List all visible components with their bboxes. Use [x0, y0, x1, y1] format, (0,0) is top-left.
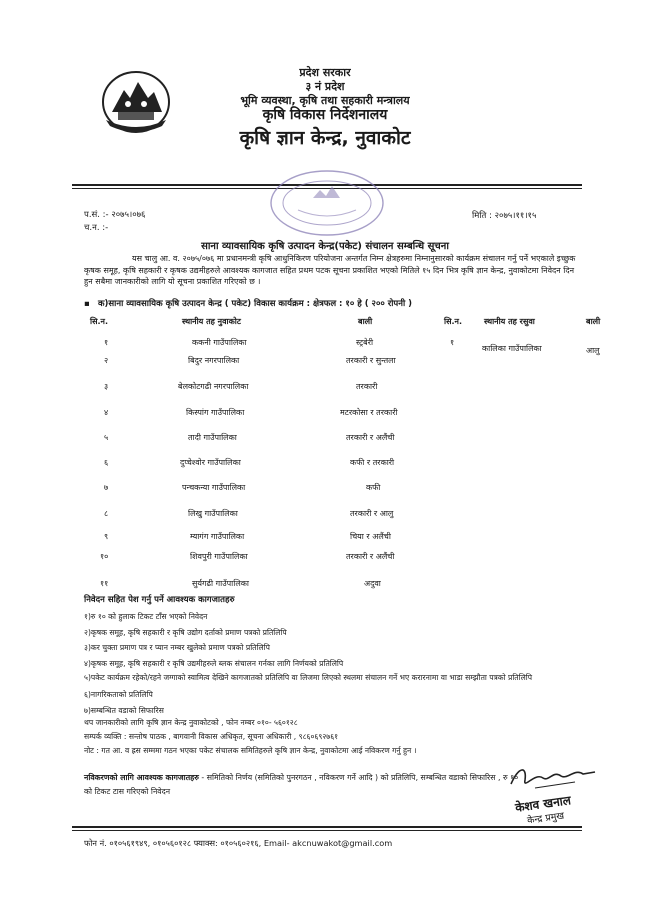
footer-rule-thin: [72, 830, 582, 831]
footer-rule: [72, 826, 582, 828]
row-local-level: दुप्चेश्वोर गाउँपालिका: [180, 458, 241, 467]
office-seal-stamp: [268, 168, 386, 238]
contact-phone-line: थप जानकारीको लागि कृषि ज्ञान केन्द्र नुवाकोटको , फोन नम्बर ०१०- ५६०१२८: [84, 718, 298, 727]
dispatch-number: च.न. :-: [84, 223, 109, 233]
left-header-local-level: स्थानीय तह नुवाकोट: [182, 317, 241, 326]
program-heading: [84, 298, 412, 309]
list-item: २)कृषक समूह, कृषि सहकारी र कृषि उद्योग दर्ताको प्रमाण पत्रको प्रतिलिपि: [84, 627, 287, 637]
row-crop: तरकारी र अलैंची: [346, 552, 395, 561]
row-sn: ५: [104, 433, 109, 442]
notice-date: मिति : २०७५।११।१५: [472, 211, 537, 221]
ministry-name: भूमि व्यवस्था, कृषि तथा सहकारी मन्त्रालय: [240, 93, 410, 107]
row-crop: कफी र तरकारी: [350, 458, 395, 467]
row-crop: कफी: [366, 483, 381, 492]
row-crop: मटरकोसा र तरकारी: [340, 408, 398, 417]
documents-list: [84, 609, 584, 718]
right-header-local-level: स्थानीय तह रसुवा: [484, 317, 535, 326]
right-header-sn: सि.न.: [444, 317, 462, 326]
row-local-level: बिदुर नगरपालिका: [188, 356, 240, 365]
left-header-crop: बाली: [358, 317, 373, 326]
row-sn: ३: [104, 382, 109, 391]
directorate-name: कृषि विकास निर्देशनालय: [262, 107, 388, 124]
row-local-level: ककनी गाउँपालिका: [192, 338, 247, 347]
row-sn: १: [450, 338, 455, 347]
list-item: ४)कृषक समूह, कृषि सहकारी र कृषि उद्यमीहरुले ब्लक संचालन गर्नका लागि निर्णयको प्रतिलिपि: [84, 658, 344, 668]
renewal-text: - समितिको निर्णय (समितिको पुनरगठन , नविकरण गर्ने आदि ) को प्रतिलिपि, सम्बन्धित वडाको सिफारिस , रु १० को टिकट टास गरिएको निवेदन: [84, 773, 519, 796]
office-name: कृषि ज्ञान केन्द्र, नुवाकोट: [239, 126, 411, 149]
row-crop: आलु: [586, 346, 600, 355]
row-local-level: किस्पांग गाउँपालिका: [186, 408, 245, 417]
contact-info: [84, 716, 584, 758]
reference-number: प.सं. :- २०७५।०७६: [84, 210, 146, 220]
row-sn: ४: [104, 408, 109, 417]
program-heading-text: क)साना व्यावसायिक कृषि उत्पादन केन्द्र ( पकेट) विकास कार्यक्रम : क्षेत्रफल : १० हे ( २०० रोपनी ): [98, 299, 413, 309]
signatory-name: केशव खनाल: [514, 793, 572, 815]
right-header-crop: बाली: [586, 317, 601, 326]
row-local-level: लिखु गाउँपालिका: [188, 509, 238, 518]
row-local-level: तादी गाउँपालिका: [188, 433, 237, 442]
row-sn: ८: [104, 509, 109, 518]
row-sn: ७: [104, 483, 109, 492]
handwritten-signature: [505, 760, 600, 794]
row-sn: ९: [104, 532, 109, 541]
list-item: ३)कर चुक्ता प्रमाण पत्र र प्यान नम्बर खुलेको प्रमाण पत्रको प्रतिलिपि: [84, 643, 270, 652]
row-crop: स्ट्रबेरी: [356, 338, 374, 347]
row-crop: तरकारी र सुन्तला: [346, 356, 396, 365]
renewal-section: [84, 771, 524, 799]
row-crop: तरकारी: [356, 382, 378, 391]
signatory-title: केन्द्र प्रमुख: [526, 810, 565, 827]
row-sn: १०: [100, 552, 109, 561]
row-crop: अदुवा: [364, 579, 381, 588]
contact-person-line: सम्पर्क व्यक्ति : सन्तोष पाठक , बागवानी विकास अधिकृत, सूचना अधिकारी , ९८६०६९२७६१: [84, 732, 339, 741]
row-local-level: म्यागंग गाउँपालिका: [190, 532, 245, 541]
list-item: ७)सम्बन्धित वडाको सिफारिस: [84, 705, 164, 715]
row-sn: ६: [104, 458, 109, 467]
row-sn: १: [104, 338, 109, 347]
nepal-emblem-logo: [100, 68, 172, 136]
letterhead: [180, 66, 470, 151]
row-crop: तरकारी र आलु: [350, 509, 394, 518]
left-header-sn: सि.न.: [90, 317, 108, 326]
list-item: ५)पकेट कार्यक्रम रहेको/रहने जग्गाको स्वामित्व देखिने कागजातको प्रतिलिपि वा लिजमा लिएको स्थलमा संचालन गर्ने भए करारनामा वा भाडा सम्झौता पत्रको प्रतिलिपि: [84, 673, 533, 682]
row-sn: २: [104, 356, 109, 365]
row-crop: तरकारी र अलैंची: [346, 433, 395, 442]
row-local-level: कालिका गाउँपालिका: [482, 344, 542, 353]
renewal-note: नोट : गत आ. व ह्रस सम्ममा गठन भएका पकेट संचालक समितिहरुले कृषि ज्ञान केन्द्र, नुवाकोटमा आई नविकरण गर्नु हुन ।: [84, 746, 417, 755]
notice-title: साना व्यावसायिक कृषि उत्पादन केन्द्र(पकेट) संचालन सम्बन्धि सूचना: [201, 241, 449, 252]
list-item: १)रु १० को हुलाक टिकट टाँस भएको निवेदन: [84, 612, 208, 621]
bullet-icon: ▪: [84, 299, 90, 309]
notice-intro: यस चालु आ. व. २०७५/०७६ मा प्रधानमन्त्री कृषि आधुनिकिरण परियोजना अन्तर्गत निम्न क्षेत्रहरुमा निम्नानुसारको कार्यक्रम संचालन गर्नु पर्ने भएकाले इच्छुक कृषक समूह, कृषि सहकारी र कृषक उद्यमीहरुले आवश्यक कागजात सहित प्रथम पटक सूचना प्रकाशित भएको मितिले १५ दिन भित्र कृषि ज्ञान केन्द्र, नुवाकोटमा निवेदन दिन हुन सबैमा जानकारीको लागि यो सूचना प्रकाशित गरिएको छ ।: [84, 254, 576, 287]
row-sn: ११: [100, 579, 109, 588]
list-item: ६)नागरिकताको प्रतिलिपि: [84, 690, 153, 699]
renewal-title: नविकरणको लागि आवश्यक कागजातहरु: [84, 773, 199, 782]
province-name: ३ नं प्रदेश: [305, 79, 345, 93]
government-name: प्रदेश सरकार: [299, 66, 351, 79]
row-local-level: शिवपुरी गाउँपालिका: [190, 552, 248, 561]
row-local-level: बेलकोटगढी नगरपालिका: [178, 382, 249, 391]
row-local-level: पन्चकन्या गाउँपालिका: [182, 483, 246, 492]
documents-title: निवेदन सहित पेश गर्नु पर्ने आवश्यक कागजातहरु: [84, 595, 235, 605]
row-local-level: सुर्यगढी गाउँपालिका: [192, 579, 249, 588]
footer-contact: फोन नं. ०१०५६१९४९, ०१०५६०१२८ फ्याक्स: ०१०५६०२१६, Email- akcnuwakot@gmail.com: [84, 838, 393, 848]
row-crop: चिया र अलैंची: [350, 532, 391, 541]
